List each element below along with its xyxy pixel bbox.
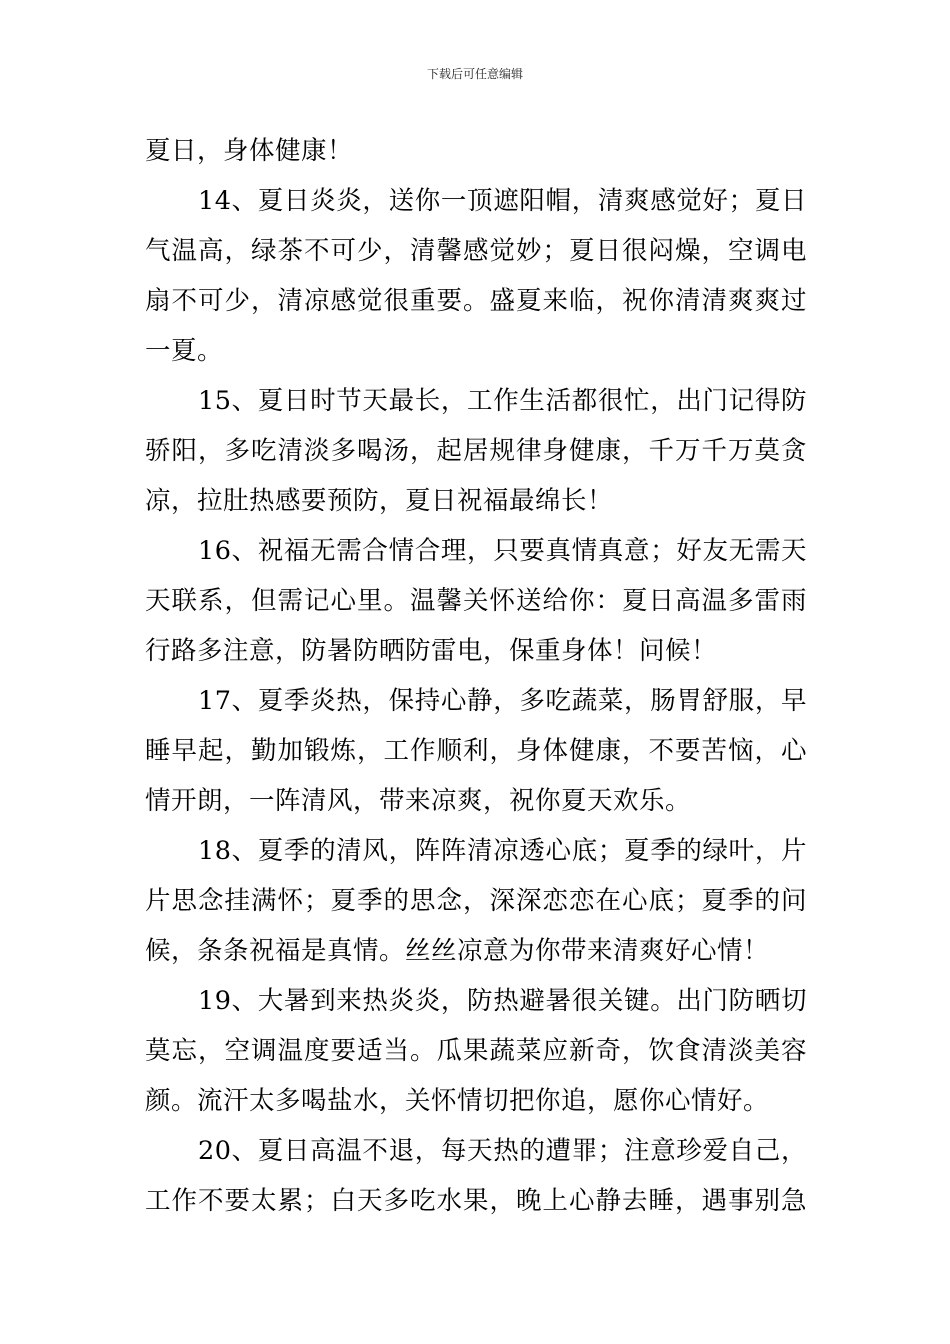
text-line: 16、祝福无需合情合理，只要真情真意；好友无需天 — [198, 536, 807, 566]
text-line: 15、夏日时节天最长，工作生活都很忙，出门记得防 — [198, 386, 807, 416]
text-line: 情开朗，一阵清风，带来凉爽，祝你夏天欢乐。 — [145, 786, 692, 816]
text-line: 工作不要太累；白天多吃水果，晚上心静去睡，遇事别急 — [145, 1186, 807, 1216]
document-body — [145, 126, 807, 1226]
text-line: 骄阳，多吃清淡多喝汤，起居规律身健康，千万千万莫贪 — [145, 436, 807, 466]
text-line: 14、夏日炎炎，送你一顶遮阳帽，清爽感觉好；夏日 — [198, 186, 807, 216]
text-line: 一夏。 — [145, 336, 224, 366]
text-line: 18、夏季的清风，阵阵清凉透心底；夏季的绿叶，片 — [198, 836, 807, 866]
text-line: 扇不可少，清凉感觉很重要。盛夏来临，祝你清清爽爽过 — [145, 286, 807, 316]
text-line: 候，条条祝福是真情。丝丝凉意为你带来清爽好心情！ — [145, 936, 770, 966]
text-line: 片思念挂满怀；夏季的思念，深深恋恋在心底；夏季的问 — [145, 886, 807, 916]
text-line: 凉，拉肚热感要预防，夏日祝福最绵长！ — [145, 486, 614, 516]
text-line: 20、夏日高温不退，每天热的遭罪；注意珍爱自己， — [198, 1136, 807, 1166]
text-line: 天联系，但需记心里。温馨关怀送给你：夏日高温多雷雨 — [145, 586, 807, 616]
text-line: 睡早起，勤加锻炼，工作顺利，身体健康，不要苦恼，心 — [145, 736, 807, 766]
text-line: 夏日，身体健康！ — [145, 136, 354, 166]
text-line: 19、大暑到来热炎炎，防热避暑很关键。出门防晒切 — [198, 986, 807, 1016]
text-line: 颜。流汗太多喝盐水，关怀情切把你追，愿你心情好。 — [145, 1086, 770, 1116]
text-line: 气温高，绿茶不可少，清馨感觉妙；夏日很闷燥，空调电 — [145, 236, 807, 266]
text-line: 莫忘，空调温度要适当。瓜果蔬菜应新奇，饮食清淡美容 — [145, 1036, 807, 1066]
text-line: 17、夏季炎热，保持心静，多吃蔬菜，肠胃舒服，早 — [198, 686, 807, 716]
text-line: 行路多注意，防暑防晒防雷电，保重身体！问候！ — [145, 636, 718, 666]
page-header: 下载后可任意编辑 — [426, 67, 523, 81]
